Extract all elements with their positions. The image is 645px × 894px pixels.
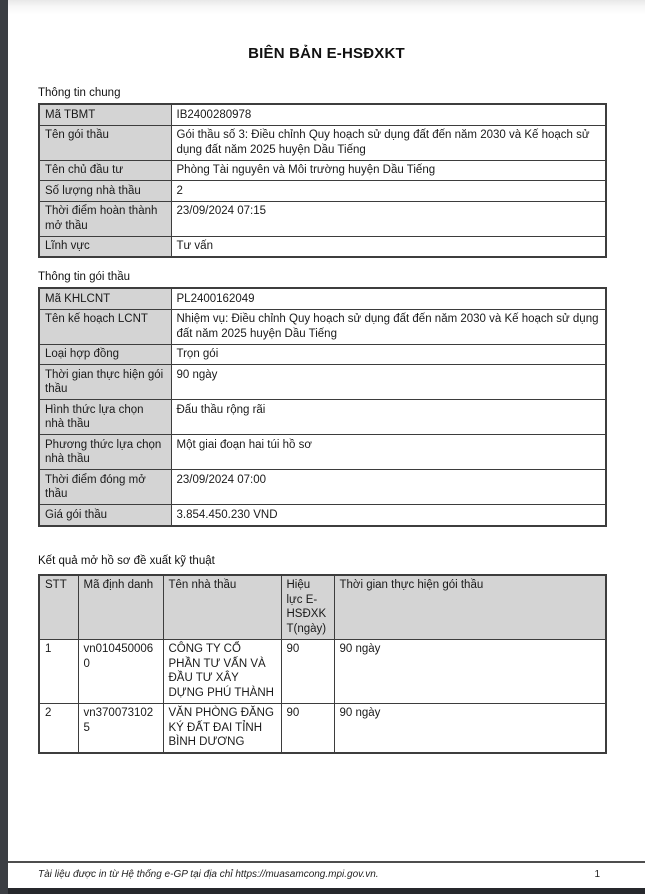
- table-row: [39, 288, 606, 309]
- row-value: Một giai đoạn hai túi hồ sơ: [171, 435, 606, 470]
- row-value: Tư vấn: [171, 236, 606, 257]
- table-row: [39, 703, 606, 753]
- table-row: [39, 236, 606, 257]
- table-row: [39, 181, 606, 202]
- cell-contractor-id: vn0104500060: [78, 639, 163, 703]
- row-label: Tên gói thầu: [39, 125, 171, 160]
- technical-results-table: [38, 574, 607, 755]
- row-value: 90 ngày: [171, 365, 606, 400]
- table-row: [39, 470, 606, 505]
- page-title: BIÊN BẢN E-HSĐXKT: [248, 45, 405, 62]
- cell-stt: 2: [39, 703, 78, 753]
- viewer-left-edge: [0, 0, 8, 894]
- table-row: [39, 104, 606, 125]
- row-label: Lĩnh vực: [39, 236, 171, 257]
- cell-validity: 90: [281, 703, 334, 753]
- column-header-stt: STT: [39, 575, 78, 640]
- cell-contractor-name: VĂN PHÒNG ĐĂNG KÝ ĐẤT ĐAI TỈNH BÌNH DƯƠNG: [163, 703, 281, 753]
- table-row: [39, 125, 606, 160]
- row-label: Phương thức lựa chọn nhà thầu: [39, 435, 171, 470]
- column-header-duration: Thời gian thực hiện gói thầu: [334, 575, 606, 640]
- document-content: [38, 86, 607, 754]
- table-row: [39, 639, 606, 703]
- row-label: Thời gian thực hiện gói thầu: [39, 365, 171, 400]
- cell-contractor-id: vn3700731025: [78, 703, 163, 753]
- row-value: Trọn gói: [171, 344, 606, 365]
- cell-validity: 90: [281, 639, 334, 703]
- row-label: Tên kế hoạch LCNT: [39, 309, 171, 344]
- cell-contractor-name: CÔNG TY CỔ PHẦN TƯ VẤN VÀ ĐẦU TƯ XÂY DỰNG PHÚ THÀNH: [163, 639, 281, 703]
- page-number: 1: [594, 869, 600, 880]
- row-value: Gói thầu số 3: Điều chỉnh Quy hoạch sử dụng đất đến năm 2030 và Kế hoạch sử dụng đất năm 2025 huyện Dầu Tiếng: [171, 125, 606, 160]
- table-row: [39, 365, 606, 400]
- row-value: IB2400280978: [171, 104, 606, 125]
- row-label: Loại hợp đồng: [39, 344, 171, 365]
- column-header-validity: Hiệu lực E-HSĐXKT(ngày): [281, 575, 334, 640]
- row-value: Đấu thầu rộng rãi: [171, 400, 606, 435]
- row-value: Phòng Tài nguyên và Môi trường huyện Dầu Tiếng: [171, 160, 606, 181]
- footer-note: Tài liệu được in từ Hệ thống e-GP tại địa chỉ https://muasamcong.mpi.gov.vn.: [38, 869, 379, 880]
- cell-stt: 1: [39, 639, 78, 703]
- footer-divider: [8, 861, 645, 863]
- section-heading-general-info: Thông tin chung: [38, 87, 121, 99]
- row-label: Mã KHLCNT: [39, 288, 171, 309]
- section-heading-package-info: Thông tin gói thầu: [38, 271, 131, 283]
- column-header-contractor: Tên nhà thầu: [163, 575, 281, 640]
- row-value: 2: [171, 181, 606, 202]
- row-label: Giá gói thầu: [39, 505, 171, 526]
- table-row: [39, 435, 606, 470]
- table-row: [39, 344, 606, 365]
- viewer-bottom-edge: [0, 888, 645, 894]
- table-row: [39, 400, 606, 435]
- section-heading-technical-results: Kết quả mở hồ sơ đề xuất kỹ thuật: [38, 554, 215, 567]
- page-footer: [8, 868, 645, 881]
- table-row: [39, 505, 606, 526]
- table-header-row: [39, 575, 606, 640]
- row-label: Thời điểm hoàn thành mở thầu: [39, 201, 171, 236]
- table-row: [39, 201, 606, 236]
- row-value: 3.854.450.230 VND: [171, 505, 606, 526]
- row-label: Số lượng nhà thầu: [39, 181, 171, 202]
- document-page: [8, 0, 645, 888]
- cell-duration: 90 ngày: [334, 703, 606, 753]
- general-info-table: [38, 103, 607, 258]
- row-value: PL2400162049: [171, 288, 606, 309]
- row-value: Nhiệm vụ: Điều chỉnh Quy hoạch sử dụng đất đến năm 2030 và Kế hoạch sử dụng đất năm 2025 huyện Dầu Tiếng: [171, 309, 606, 344]
- row-label: Tên chủ đầu tư: [39, 160, 171, 181]
- package-info-table: [38, 287, 607, 527]
- table-row: [39, 309, 606, 344]
- table-row: [39, 160, 606, 181]
- cell-duration: 90 ngày: [334, 639, 606, 703]
- row-label: Hình thức lựa chọn nhà thầu: [39, 400, 171, 435]
- column-header-id: Mã định danh: [78, 575, 163, 640]
- row-label: Mã TBMT: [39, 104, 171, 125]
- row-value: 23/09/2024 07:00: [171, 470, 606, 505]
- row-value: 23/09/2024 07:15: [171, 201, 606, 236]
- row-label: Thời điểm đóng mở thầu: [39, 470, 171, 505]
